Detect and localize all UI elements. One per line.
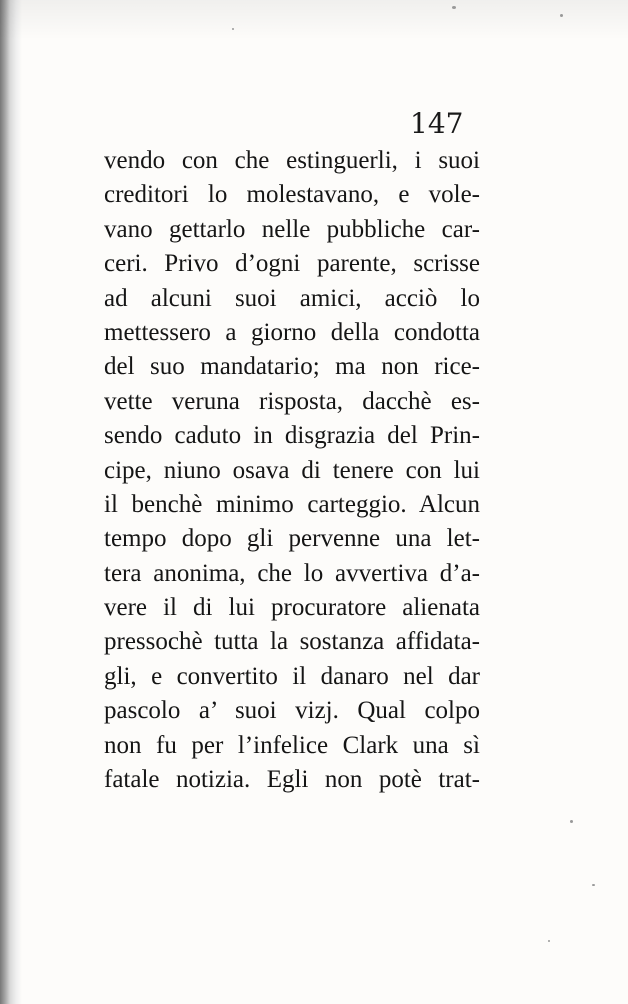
text-line: creditori lo molestavano, e vole- — [104, 181, 480, 209]
text-line: del suo mandatario; ma non rice- — [104, 353, 480, 381]
page-binding-edge — [0, 0, 22, 1004]
text-line: ceri. Privo d’ogni parente, scrisse — [104, 250, 480, 278]
paper-speck — [452, 6, 456, 9]
text-line: mettessero a giorno della condotta — [104, 318, 480, 346]
page-number: 147 — [410, 107, 464, 140]
text-line: cipe, niuno osava di tenere con lui — [104, 456, 480, 484]
paper-speck — [548, 940, 550, 942]
paper-speck — [560, 14, 563, 17]
text-line: vendo con che estinguerli, i suoi — [104, 147, 480, 174]
paper-speck — [592, 884, 595, 886]
text-line: vano gettarlo nelle pubbliche car- — [104, 215, 480, 243]
text-line: fatale notizia. Egli non potè trat- — [104, 766, 480, 794]
paper-speck — [570, 820, 573, 823]
text-line: sendo caduto in disgrazia del Prin- — [104, 422, 480, 450]
text-line: non fu per l’infelice Clark una sì — [104, 731, 480, 759]
text-line: gli, e convertito il danaro nel dar — [104, 662, 480, 690]
text-line: vere il di lui procuratore alienata — [104, 594, 480, 622]
text-line: il benchè minimo carteggio. Alcun — [104, 490, 480, 518]
text-line: tera anonima, che lo avvertiva d’a- — [104, 559, 480, 587]
body-text — [104, 144, 480, 797]
text-line: pascolo a’ suoi vizj. Qual colpo — [104, 697, 480, 725]
text-line: ad alcuni suoi amici, acciò lo — [104, 284, 480, 312]
paper-speck — [232, 28, 234, 30]
text-line: pressochè tutta la sostanza affidata- — [104, 628, 480, 656]
text-line: tempo dopo gli pervenne una let- — [104, 525, 480, 553]
page-top-shadow — [0, 0, 628, 40]
text-line: vette veruna risposta, dacchè es- — [104, 387, 480, 415]
